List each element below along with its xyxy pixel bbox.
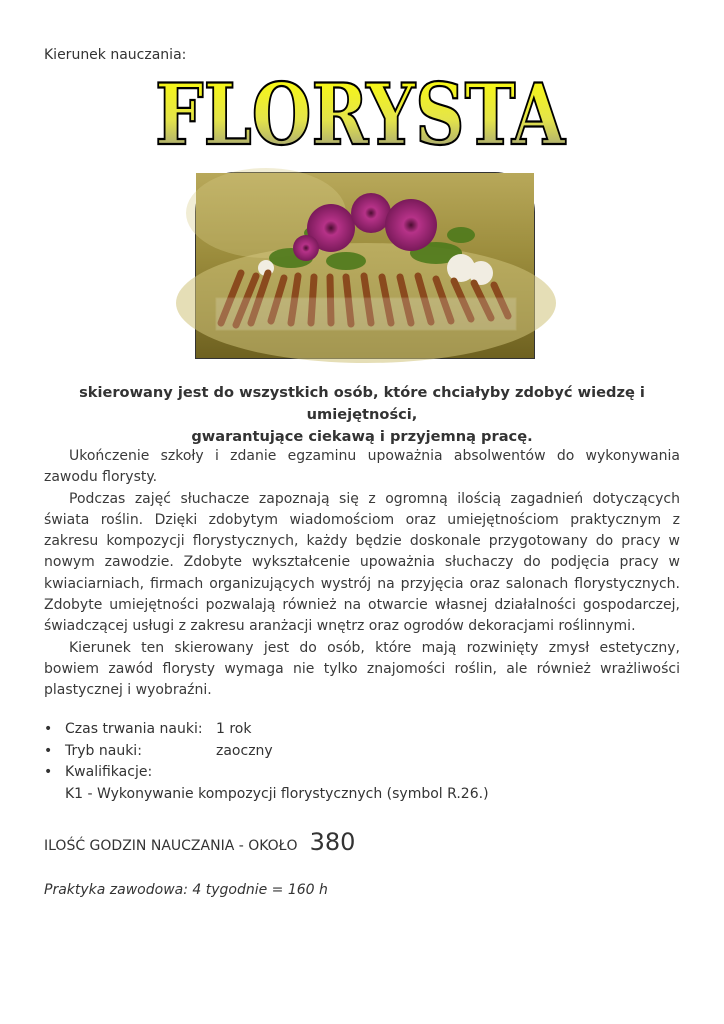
flower-arrangement-photo [195, 172, 535, 359]
duration-value: 1 rok [216, 721, 252, 737]
qualifications-label: Kwalifikacje: [65, 764, 153, 780]
paragraph: Ukończenie szkoły i zdanie egzaminu upoważnia absolwentów do wykonywania zawodu florysty. [44, 448, 680, 486]
teaching-hours [44, 828, 355, 856]
bullet: • [44, 721, 53, 737]
mode-label: Tryb nauki: [65, 742, 142, 759]
mode-value: zaoczny [216, 742, 273, 759]
lead-statement [40, 382, 684, 448]
paragraph: Podczas zajęć słuchacze zapoznają się z ogromną ilością zagadnień dotyczących świata roślin. Dzięki zdobytym wiadomościom oraz umiejętnościom praktycznym z zakresu kompozycji florystycznych, każdy będzie doskonale przygotowany do pracy w nowym zawodzie. Zdobyte wykształcenie upoważnia słuchaczy do podjęcia pracy w kwiaciarniach, firmach organizujących wystrój na przyjęcia oraz salonach florystycznych. Zdobyte umiejętności pozwalają również na otwarcie własnej działalności gospodarczej, świadczącej usługi z zakresu aranżacji wnętrz oraz ogrodów dekoracjami roślinnymi. [44, 490, 680, 635]
description [44, 446, 680, 702]
paragraph: Kierunek ten skierowany jest do osób, które mają rozwinięty zmysł estetyczny, bowiem zawód florysty wymaga nie tylko znajomości roślin, ale również wrażliwości plastycznej i wyobraźni. [44, 639, 680, 699]
practice-note: Praktyka zawodowa: 4 tygodnie = 160 h [44, 882, 328, 898]
lead-line-1: skierowany jest do wszystkich osób, które chciałyby zdobyć wiedzę i umiejętności, [79, 384, 645, 423]
duration-label: Czas trwania nauki: [65, 721, 203, 737]
title-wordart [150, 65, 570, 164]
qualification-value: K1 - Wykonywanie kompozycji florystycznych (symbol R.26.) [65, 785, 489, 802]
hours-value: 380 [309, 828, 356, 856]
course-label: Kierunek nauczania: [44, 47, 187, 63]
course-details-list [44, 719, 489, 805]
list-item-mode [44, 741, 489, 763]
page-title: FLORYSTA [155, 65, 567, 164]
list-item-duration [44, 719, 489, 741]
list-item-qualifications [44, 762, 489, 784]
bullet: • [44, 764, 53, 780]
lead-line-2: gwarantujące ciekawą i przyjemną pracę. [191, 428, 533, 445]
bullet: • [44, 742, 53, 759]
hours-label: ILOŚĆ GODZIN NAUCZANIA - OKOŁO [44, 838, 298, 854]
